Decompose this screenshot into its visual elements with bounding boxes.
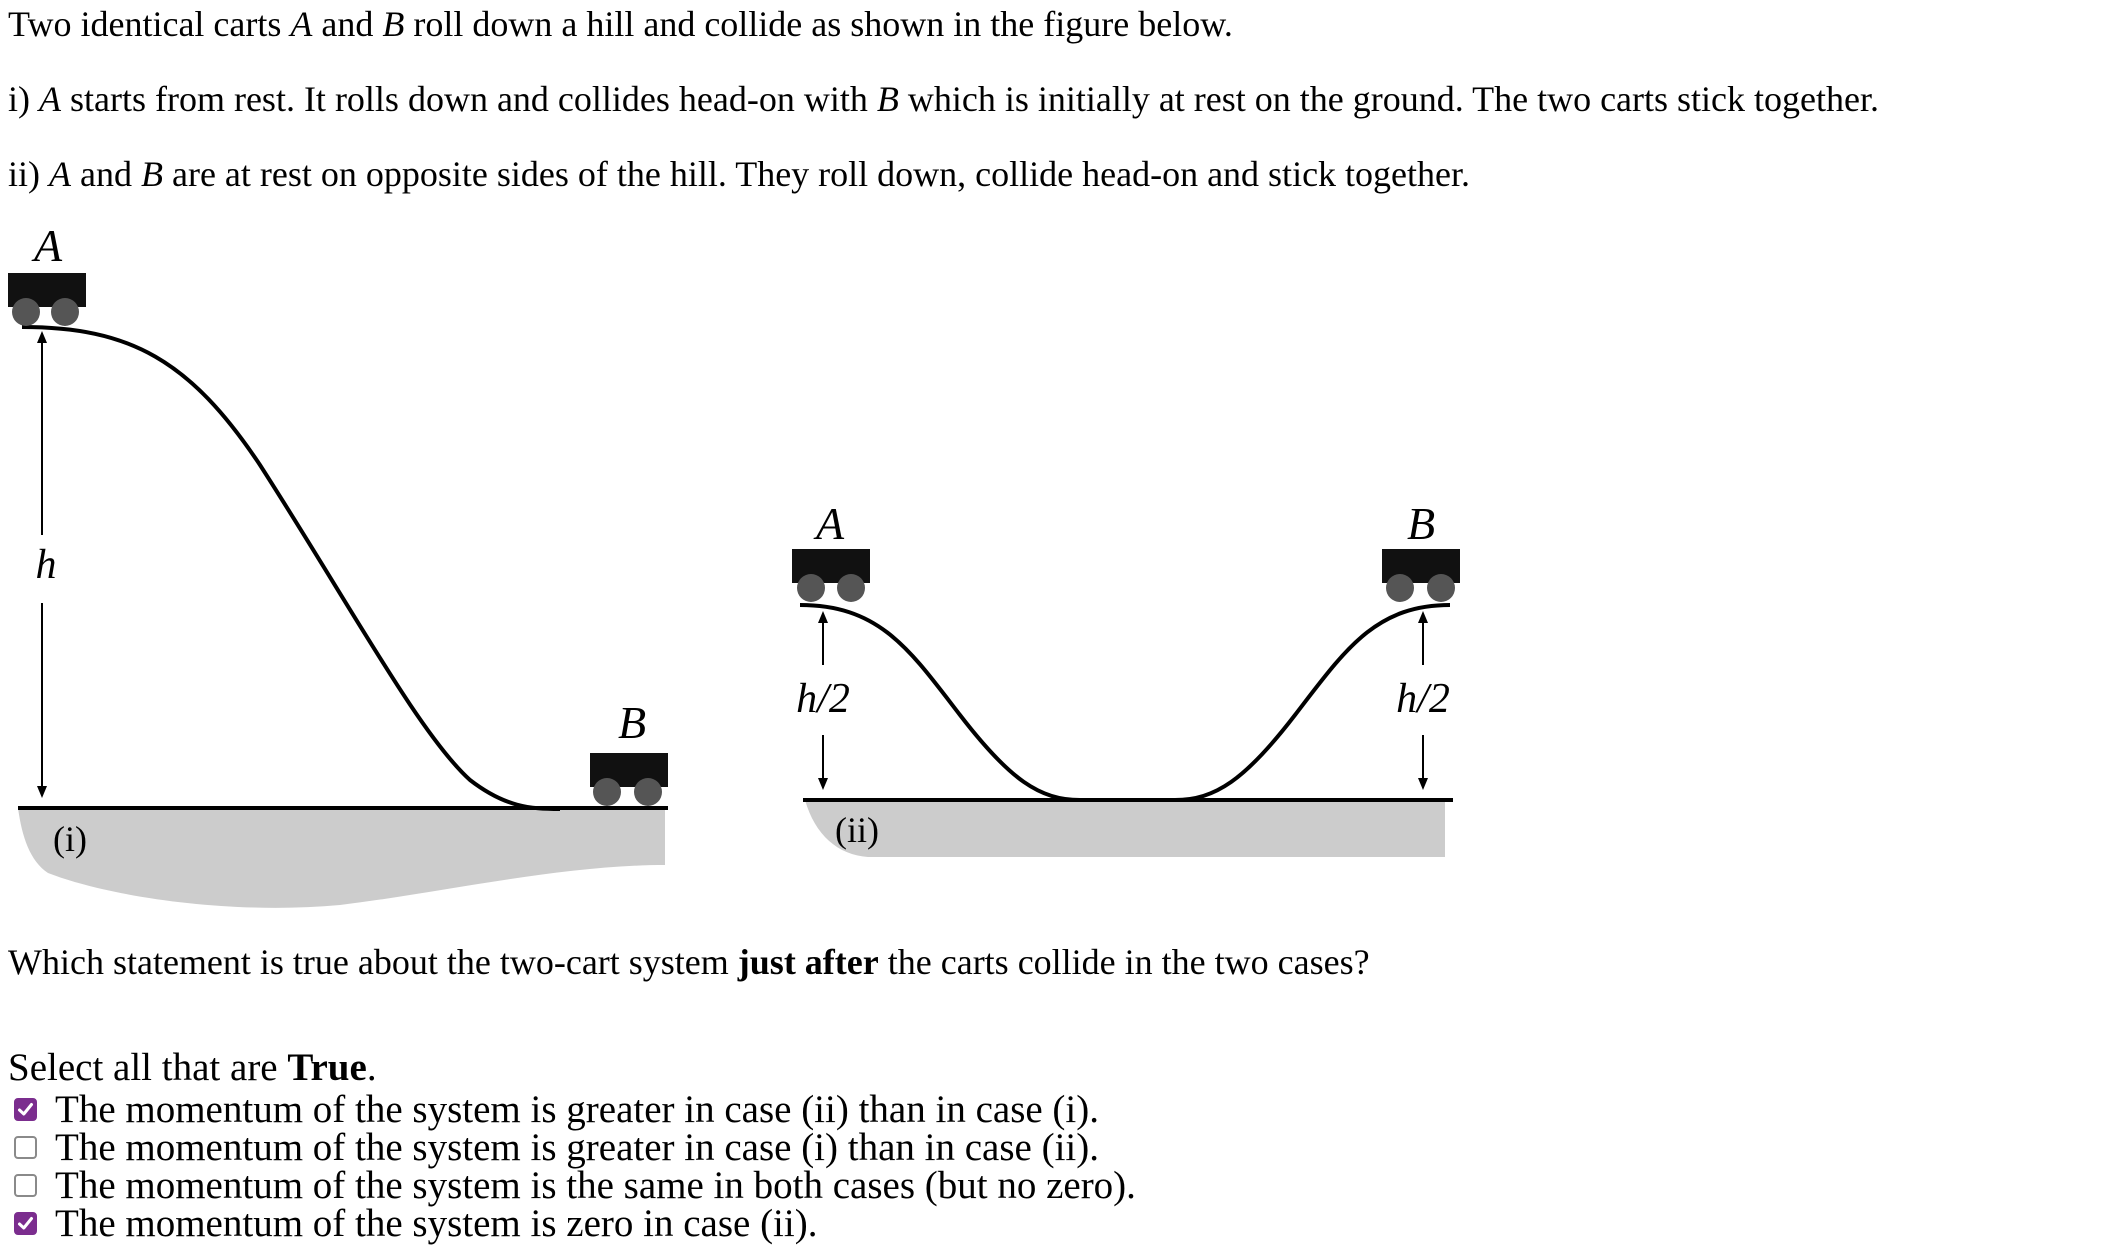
cart-b-i xyxy=(590,753,668,806)
cart-a-label-i: A xyxy=(33,225,63,271)
checkmark-icon xyxy=(17,1215,34,1232)
cart-b-ii xyxy=(1382,549,1460,602)
option-1[interactable] xyxy=(8,1087,1136,1131)
cart-a-i xyxy=(8,273,86,326)
intro-paragraph-3: ii) A and B are at rest on opposite sides of the hill. They roll down, collide head-on and stick together. xyxy=(8,154,1471,194)
half-height-arrowhead-left-up xyxy=(818,611,828,623)
half-height-label-right: h/2 xyxy=(1396,676,1450,722)
collision-figure xyxy=(0,225,1480,915)
option-2[interactable] xyxy=(8,1125,1136,1169)
option-2-checkbox[interactable] xyxy=(14,1136,37,1159)
option-4-label: The momentum of the system is zero in case (ii). xyxy=(55,1201,818,1245)
cart-a-ii xyxy=(792,549,870,602)
valley-curve-ii xyxy=(800,605,1450,800)
option-1-checkbox[interactable] xyxy=(14,1098,37,1121)
case-ii-label: (ii) xyxy=(835,810,879,850)
select-instruction: Select all that are True. xyxy=(8,1046,377,1089)
height-arrowhead-up xyxy=(37,331,47,343)
option-4-checkbox[interactable] xyxy=(14,1212,37,1235)
ground-shading-ii xyxy=(805,800,1445,857)
half-height-arrowhead-right-down xyxy=(1418,778,1428,790)
height-label: h xyxy=(35,542,57,588)
option-4[interactable] xyxy=(8,1201,1136,1245)
half-height-arrowhead-left-down xyxy=(818,778,828,790)
ground-shading-i xyxy=(18,808,665,908)
option-3-checkbox[interactable] xyxy=(14,1174,37,1197)
cart-b-label-i: B xyxy=(617,697,647,748)
question-text: Which statement is true about the two-cart system just after the carts collide in the two cases? xyxy=(8,942,1370,982)
cart-a-label-ii: A xyxy=(815,498,845,549)
half-height-arrowhead-right-up xyxy=(1418,611,1428,623)
height-arrowhead-down xyxy=(37,786,47,798)
half-height-label-left: h/2 xyxy=(796,676,850,722)
option-1-label: The momentum of the system is greater in case (ii) than in case (i). xyxy=(55,1087,1099,1131)
intro-paragraph-1: Two identical carts A and B roll down a hill and collide as shown in the figure below. xyxy=(8,4,1233,44)
option-2-label: The momentum of the system is greater in case (i) than in case (ii). xyxy=(55,1125,1099,1169)
hill-curve-i xyxy=(22,327,560,809)
checkmark-icon xyxy=(17,1101,34,1118)
case-i-label: (i) xyxy=(53,819,87,859)
intro-paragraph-2: i) A starts from rest. It rolls down and collides head-on with B which is initially at rest on the ground. The two carts stick together. xyxy=(8,79,1879,119)
answer-options xyxy=(8,1087,1136,1245)
option-3[interactable] xyxy=(8,1163,1136,1207)
option-3-label: The momentum of the system is the same in both cases (but no zero). xyxy=(55,1163,1136,1207)
cart-b-label-ii: B xyxy=(1406,498,1436,549)
